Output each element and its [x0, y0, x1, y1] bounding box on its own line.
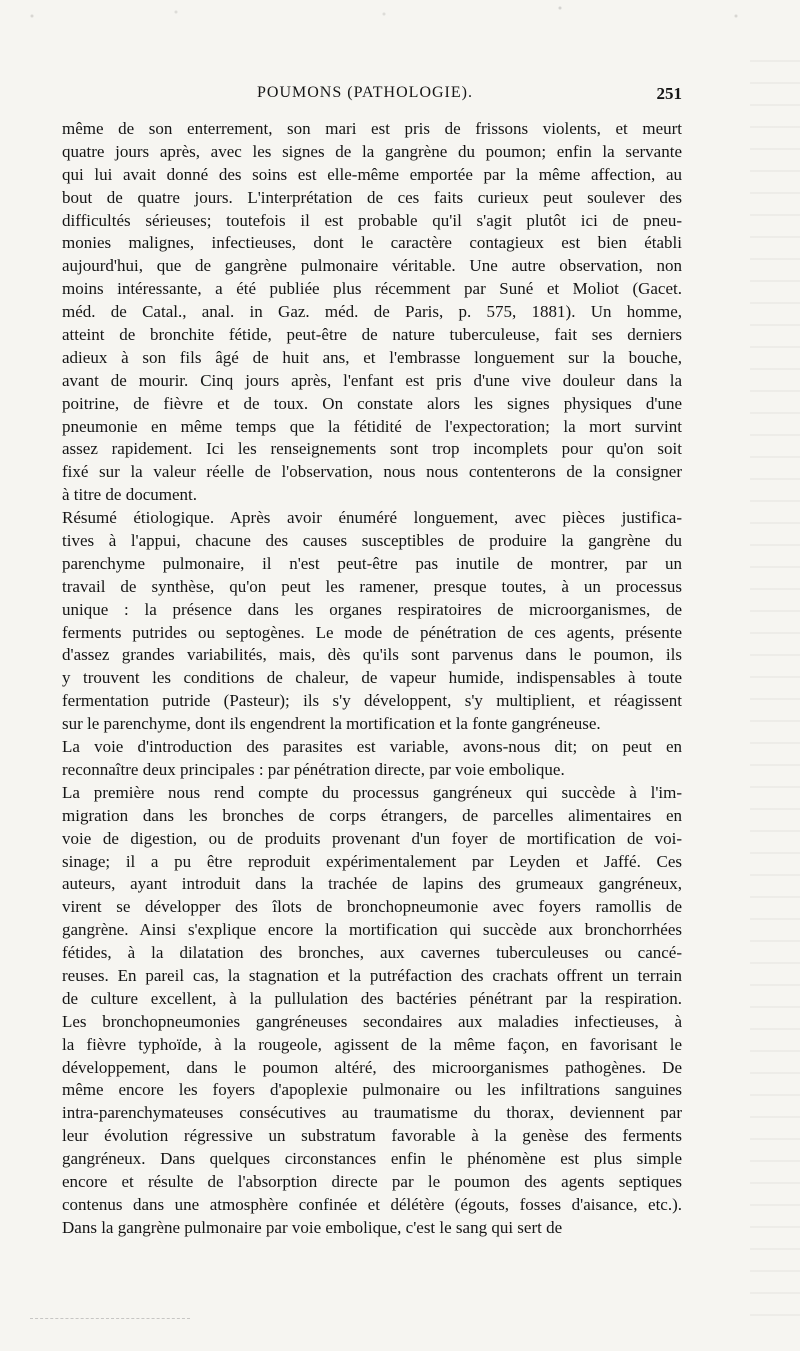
text-line: développement, dans le poumon altéré, des microorganismes pathogènes. De: [62, 1057, 682, 1077]
text-line: encore et résulte de l'absorption directe par le poumon des agents septiques: [62, 1171, 682, 1191]
scan-noise-right: [750, 60, 800, 1320]
text-line: la fièvre typhoïde, à la rougeole, agissent de la même façon, en favorisant le: [62, 1034, 682, 1054]
page-header: [62, 84, 682, 108]
page-number: 251: [656, 84, 682, 103]
text-line: Les bronchopneumonies gangréneuses secondaires aux maladies infectieuses, à: [62, 1011, 682, 1031]
text-line: pneumonie en même temps que la fétidité de l'expectoration; la mort survint: [62, 416, 682, 436]
text-line: qui lui avait donné des soins est elle-même emportée par la même affection, au: [62, 164, 682, 184]
scan-noise-top: [0, 0, 800, 40]
text-line: poitrine, de fièvre et de toux. On constate alors les signes physiques d'une: [62, 393, 682, 413]
text-line: avant de mourir. Cinq jours après, l'enfant est pris d'une vive douleur dans la: [62, 370, 682, 390]
text-line: ferments putrides ou septogènes. Le mode de pénétration de ces agents, présente: [62, 622, 682, 642]
text-line: voie de digestion, ou de produits provenant d'un foyer de mortification de voi-: [62, 828, 682, 848]
text-line: auteurs, ayant introduit dans la trachée de lapins des grumeaux gangréneux,: [62, 874, 682, 894]
text-line: migration dans les bronches de corps étrangers, de parcelles alimentaires en: [62, 805, 682, 825]
text-line: à titre de document.: [62, 485, 198, 505]
text-line: fermentation putride (Pasteur); ils s'y développent, s'y multiplient, et réagissent: [62, 691, 682, 711]
running-title: POUMONS (PATHOLOGIE).: [257, 84, 473, 101]
text-line: sinage; il a pu être reproduit expérimentalement par Leyden et Jaffé. Ces: [62, 851, 682, 871]
text-line: Dans la gangrène pulmonaire par voie embolique, c'est le sang qui sert de: [62, 1217, 563, 1237]
text-line: La première nous rend compte du processus gangréneux qui succède à l'im-: [62, 782, 682, 802]
text-line: Résumé étiologique. Après avoir énuméré longuement, avec pièces justifica-: [62, 508, 682, 528]
text-line: monies malignes, infectieuses, dont le caractère contagieux est bien établi: [62, 233, 682, 253]
text-line: intra-parenchymateuses consécutives au traumatisme du thorax, deviennent par: [62, 1103, 682, 1123]
text-line: travail de synthèse, qu'on peut les ramener, presque toutes, à un processus: [62, 576, 682, 596]
text-line: parenchyme pulmonaire, il n'est peut-être pas inutile de montrer, par un: [62, 553, 682, 573]
text-line: y trouvent les conditions de chaleur, de vapeur humide, indispensables à toute: [62, 668, 682, 688]
text-line: unique : la présence dans les organes respiratoires de microorganismes, de: [62, 599, 682, 619]
text-line: gangréneux. Dans quelques circonstances enfin le phénomène est plus simple: [62, 1149, 682, 1169]
text-line: même encore les foyers d'apoplexie pulmonaire ou les infiltrations sanguines: [62, 1080, 682, 1100]
text-line: reconnaître deux principales : par pénétration directe, par voie embolique.: [62, 759, 565, 779]
text-line: tives à l'appui, chacune des causes susceptibles de produire la gangrène du: [62, 531, 682, 551]
text-line: atteint de bronchite fétide, peut-être de nature tuberculeuse, fait ses derniers: [62, 325, 682, 345]
text-line: sur le parenchyme, dont ils engendrent la mortification et la fonte gangréneuse.: [62, 714, 601, 734]
text-line: méd. de Catal., anal. in Gaz. méd. de Paris, p. 575, 1881). Un homme,: [62, 302, 682, 322]
body-text: [62, 118, 682, 1240]
text-line: fixé sur la valeur réelle de l'observation, nous nous contenterons de la consigner: [62, 462, 682, 482]
text-line: d'assez grandes variabilités, mais, dès qu'ils sont parvenus dans le poumon, ils: [62, 645, 682, 665]
text-line: La voie d'introduction des parasites est variable, avons-nous dit; on peut en: [62, 737, 682, 757]
text-line: de culture excellent, à la pullulation des bactéries pénétrant par la respiration.: [62, 988, 682, 1008]
text-line: difficultés sérieuses; toutefois il est probable qu'il s'agit plutôt ici de pneu-: [62, 210, 682, 230]
text-line: fétides, à la dilatation des bronches, aux cavernes tuberculeuses ou cancé-: [62, 943, 682, 963]
text-line: contenus dans une atmosphère confinée et délétère (égouts, fosses d'aisance, etc.).: [62, 1194, 682, 1214]
scan-footer-mark: [30, 1318, 190, 1320]
text-line: reuses. En pareil cas, la stagnation et la putréfaction des crachats offrent un terrain: [62, 965, 682, 985]
text-line: quatre jours après, avec les signes de la gangrène du poumon; enfin la servante: [62, 141, 682, 161]
text-line: gangrène. Ainsi s'explique encore la mortification qui succède aux bronchorrhées: [62, 920, 682, 940]
text-line: leur évolution régressive un substratum favorable à la genèse des ferments: [62, 1126, 682, 1146]
text-line: adieux à son fils âgé de huit ans, et l'embrasse longuement sur la bouche,: [62, 347, 682, 367]
text-line: bout de quatre jours. L'interprétation de ces faits curieux peut soulever des: [62, 187, 682, 207]
text-line: aujourd'hui, que de gangrène pulmonaire véritable. Une autre observation, non: [62, 256, 682, 276]
text-line: virent se développer des îlots de bronchopneumonie avec foyers ramollis de: [62, 897, 682, 917]
text-line: même de son enterrement, son mari est pris de frissons violents, et meurt: [62, 119, 682, 138]
text-line: assez rapidement. Ici les renseignements sont trop incomplets pour qu'on soit: [62, 439, 682, 459]
text-line: moins intéressante, a été publiée plus récemment par Suné et Moliot (Gacet.: [62, 279, 682, 299]
